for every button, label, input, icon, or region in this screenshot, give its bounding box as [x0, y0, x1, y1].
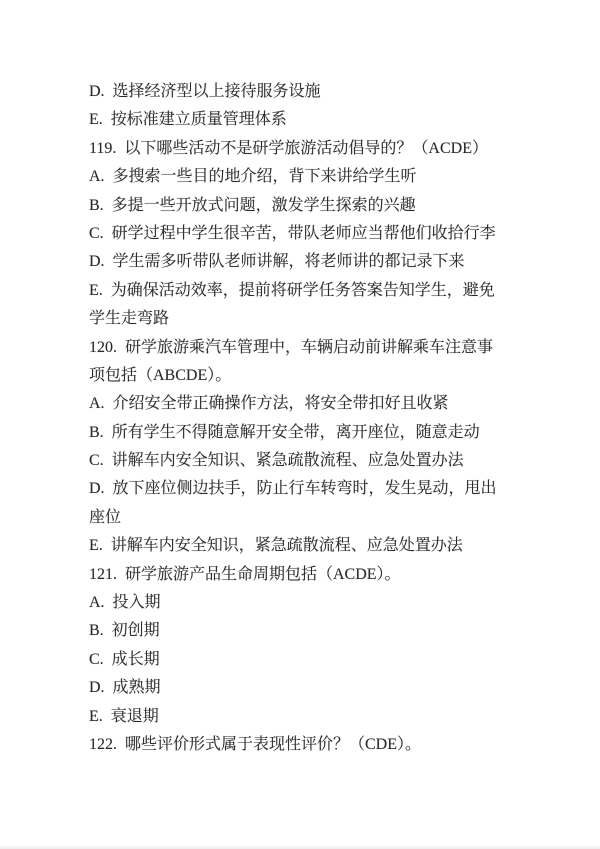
q120-stem-line: 120. 研学旅游乘汽车管理中，车辆启动前讲解乘车注意事	[89, 338, 494, 356]
q118-option-e-line: E. 按标准建立质量管理体系	[89, 111, 287, 129]
q121-option-b-line: B. 初创期	[89, 622, 160, 640]
q119-option-e-continuation-line: 学生走弯路	[89, 310, 170, 328]
q120-option-d-line: D. 放下座位侧边扶手，防止行车转弯时，发生晃动，甩出	[89, 480, 497, 498]
q121-stem-line: 121. 研学旅游产品生命周期包括（ACDE）。	[89, 565, 401, 583]
q120-option-e-line: E. 讲解车内安全知识，紧急疏散流程、应急处置办法	[89, 537, 463, 555]
q119-option-e-line: E. 为确保活动效率，提前将研学任务答案告知学生，避免	[89, 281, 495, 299]
q121-option-c-line: C. 成长期	[89, 650, 160, 668]
question-text-block	[89, 78, 549, 759]
q119-option-c-line: C. 研学过程中学生很辛苦，带队老师应当帮他们收拾行李	[89, 224, 496, 242]
q122-stem-line: 122. 哪些评价形式属于表现性评价？（CDE）。	[89, 735, 422, 753]
q121-option-e-line: E. 衰退期	[89, 707, 159, 725]
q120-option-b-line: B. 所有学生不得随意解开安全带，离开座位，随意走动	[89, 423, 480, 441]
q120-option-c-line: C. 讲解车内安全知识、紧急疏散流程、应急处置办法	[89, 452, 464, 470]
q119-option-d-line: D. 学生需多听带队老师讲解，将老师讲的都记录下来	[89, 253, 465, 271]
q120-option-d-continuation-line: 座位	[89, 508, 122, 526]
q121-option-d-line: D. 成熟期	[89, 679, 161, 697]
q119-option-a-line: A. 多搜索一些目的地介绍，背下来讲给学生听	[89, 168, 417, 186]
q119-option-b-line: B. 多提一些开放式问题，激发学生探索的兴趣	[89, 196, 416, 214]
q120-stem-continuation-line: 项包括（ABCDE）。	[89, 366, 232, 384]
q118-option-d-line: D. 选择经济型以上接待服务设施	[89, 83, 321, 100]
q120-option-a-line: A. 介绍安全带正确操作方法，将安全带扣好且收紧	[89, 395, 449, 413]
page-bottom-scan-shadow	[0, 845, 600, 849]
q121-option-a-line: A. 投入期	[89, 594, 161, 612]
q119-stem-line: 119. 以下哪些活动不是研学旅游活动倡导的？（ACDE）	[89, 139, 488, 157]
